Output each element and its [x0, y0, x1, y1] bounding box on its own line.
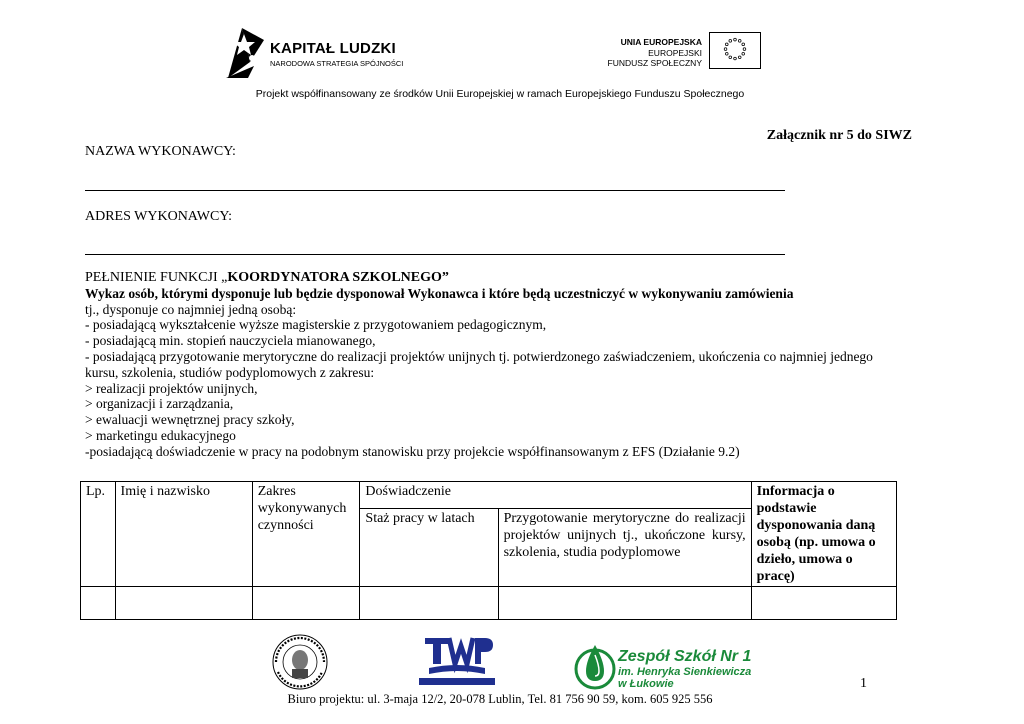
zespol-szkol-1-city: w Łukowie — [618, 678, 674, 690]
table-cell[interactable] — [115, 587, 252, 620]
table-cell[interactable] — [498, 587, 751, 620]
table-cell[interactable] — [360, 587, 498, 620]
section-subtitle: Wykaz osób, którymi dysponuje lub będzie dysponował Wykonawca i które będą uczestniczyć w wykonywaniu zamówienia — [85, 285, 794, 301]
requirement-line: > realizacji projektów unijnych, — [85, 380, 258, 396]
zespol-szkol-1-logo — [574, 641, 616, 691]
section-title-prefix: PEŁNIENIE FUNKCJI „ — [85, 270, 228, 285]
eu-line-2: EUROPEJSKI — [648, 47, 702, 58]
table-row — [81, 587, 897, 620]
eu-fund-label — [560, 37, 702, 69]
requirement-line: tj., dysponuje co najmniej jedną osobą: — [85, 301, 297, 317]
annex-label: Załącznik nr 5 do SIWZ — [766, 128, 912, 143]
header-seniority: Staż pracy w latach — [360, 509, 498, 587]
requirement-line: - posiadającą przygotowanie merytoryczne do realizacji projektów unijnych tj. potwierdzonego zaświadczeniem, ukończenia co najmniej jednego — [85, 348, 873, 364]
header-lp: Lp. — [81, 482, 116, 587]
zespol-szkol-1-subtitle — [618, 666, 751, 690]
zespol-szkol-3-seal — [262, 632, 338, 690]
requirements-block — [85, 270, 915, 460]
requirement-line: - posiadającą min. stopień nauczyciela mianowanego, — [85, 333, 376, 349]
eu-line-3: FUNDUSZ SPOŁECZNY — [607, 58, 702, 68]
kapital-ludzki-title: KAPITAŁ LUDZKI — [270, 40, 396, 57]
zespol-szkol-1-patron: im. Henryka Sienkiewicza — [618, 666, 752, 678]
eu-flag-icon — [709, 32, 761, 69]
contractor-address-line — [85, 254, 785, 255]
personnel-table — [80, 481, 897, 620]
contractor-name-line — [85, 190, 785, 191]
table-cell[interactable] — [81, 587, 116, 620]
requirement-line: -posiadającą doświadczenie w pracy na podobnym stanowisku przy projekcie współfinansowanym z EFS (Działanie 9.2) — [85, 443, 740, 459]
table-cell[interactable] — [252, 587, 360, 620]
table-cell[interactable] — [751, 587, 896, 620]
header-experience: Doświadczenie — [360, 482, 751, 509]
header-scope: Zakres wykonywanych czynności — [252, 482, 360, 587]
requirement-line: > marketingu edukacyjnego — [85, 427, 236, 443]
requirement-line: > organizacji i zarządzania, — [85, 396, 234, 412]
eu-line-1: UNIA EUROPEJSKA — [620, 37, 702, 47]
header-name: Imię i nazwisko — [115, 482, 252, 587]
requirement-line: - posiadającą wykształcenie wyższe magisterskie z przygotowaniem pedagogicznym, — [85, 317, 547, 333]
twp-logo — [415, 632, 499, 690]
zespol-szkol-1-title: Zespół Szkół Nr 1 — [618, 648, 752, 665]
project-office-address: Biuro projektu: ul. 3-maja 12/2, 20-078 Lublin, Tel. 81 756 90 59, kom. 605 925 556 — [287, 692, 713, 706]
contractor-name-label: NAZWA WYKONAWCY: — [85, 144, 236, 159]
contractor-address-label: ADRES WYKONAWCY: — [85, 209, 233, 224]
section-title — [85, 270, 915, 286]
section-title-bold: KOORDYNATORA SZKOLNEGO” — [227, 270, 449, 285]
requirement-line: kursu, szkolenia, studiów podyplomowych z zakresu: — [85, 364, 375, 380]
kapital-ludzki-subtitle: NARODOWA STRATEGIA SPÓJNOŚCI — [270, 59, 404, 68]
header-info: Informacja o podstawie dysponowania daną osobą (np. umowa o dzieło, umowa o pracę) — [751, 482, 896, 587]
cofinancing-note: Projekt współfinansowany ze środków Unii Europejskiej w ramach Europejskiego Funduszu Społecznego — [255, 88, 745, 100]
page-number: 1 — [860, 676, 867, 691]
requirement-line: > ewaluacji wewnętrznej pracy szkoły, — [85, 412, 295, 428]
header-preparation: Przygotowanie merytoryczne do realizacji projektów unijnych tj., ukończone kursy, szkolenia, studia podyplomowe — [498, 509, 751, 587]
